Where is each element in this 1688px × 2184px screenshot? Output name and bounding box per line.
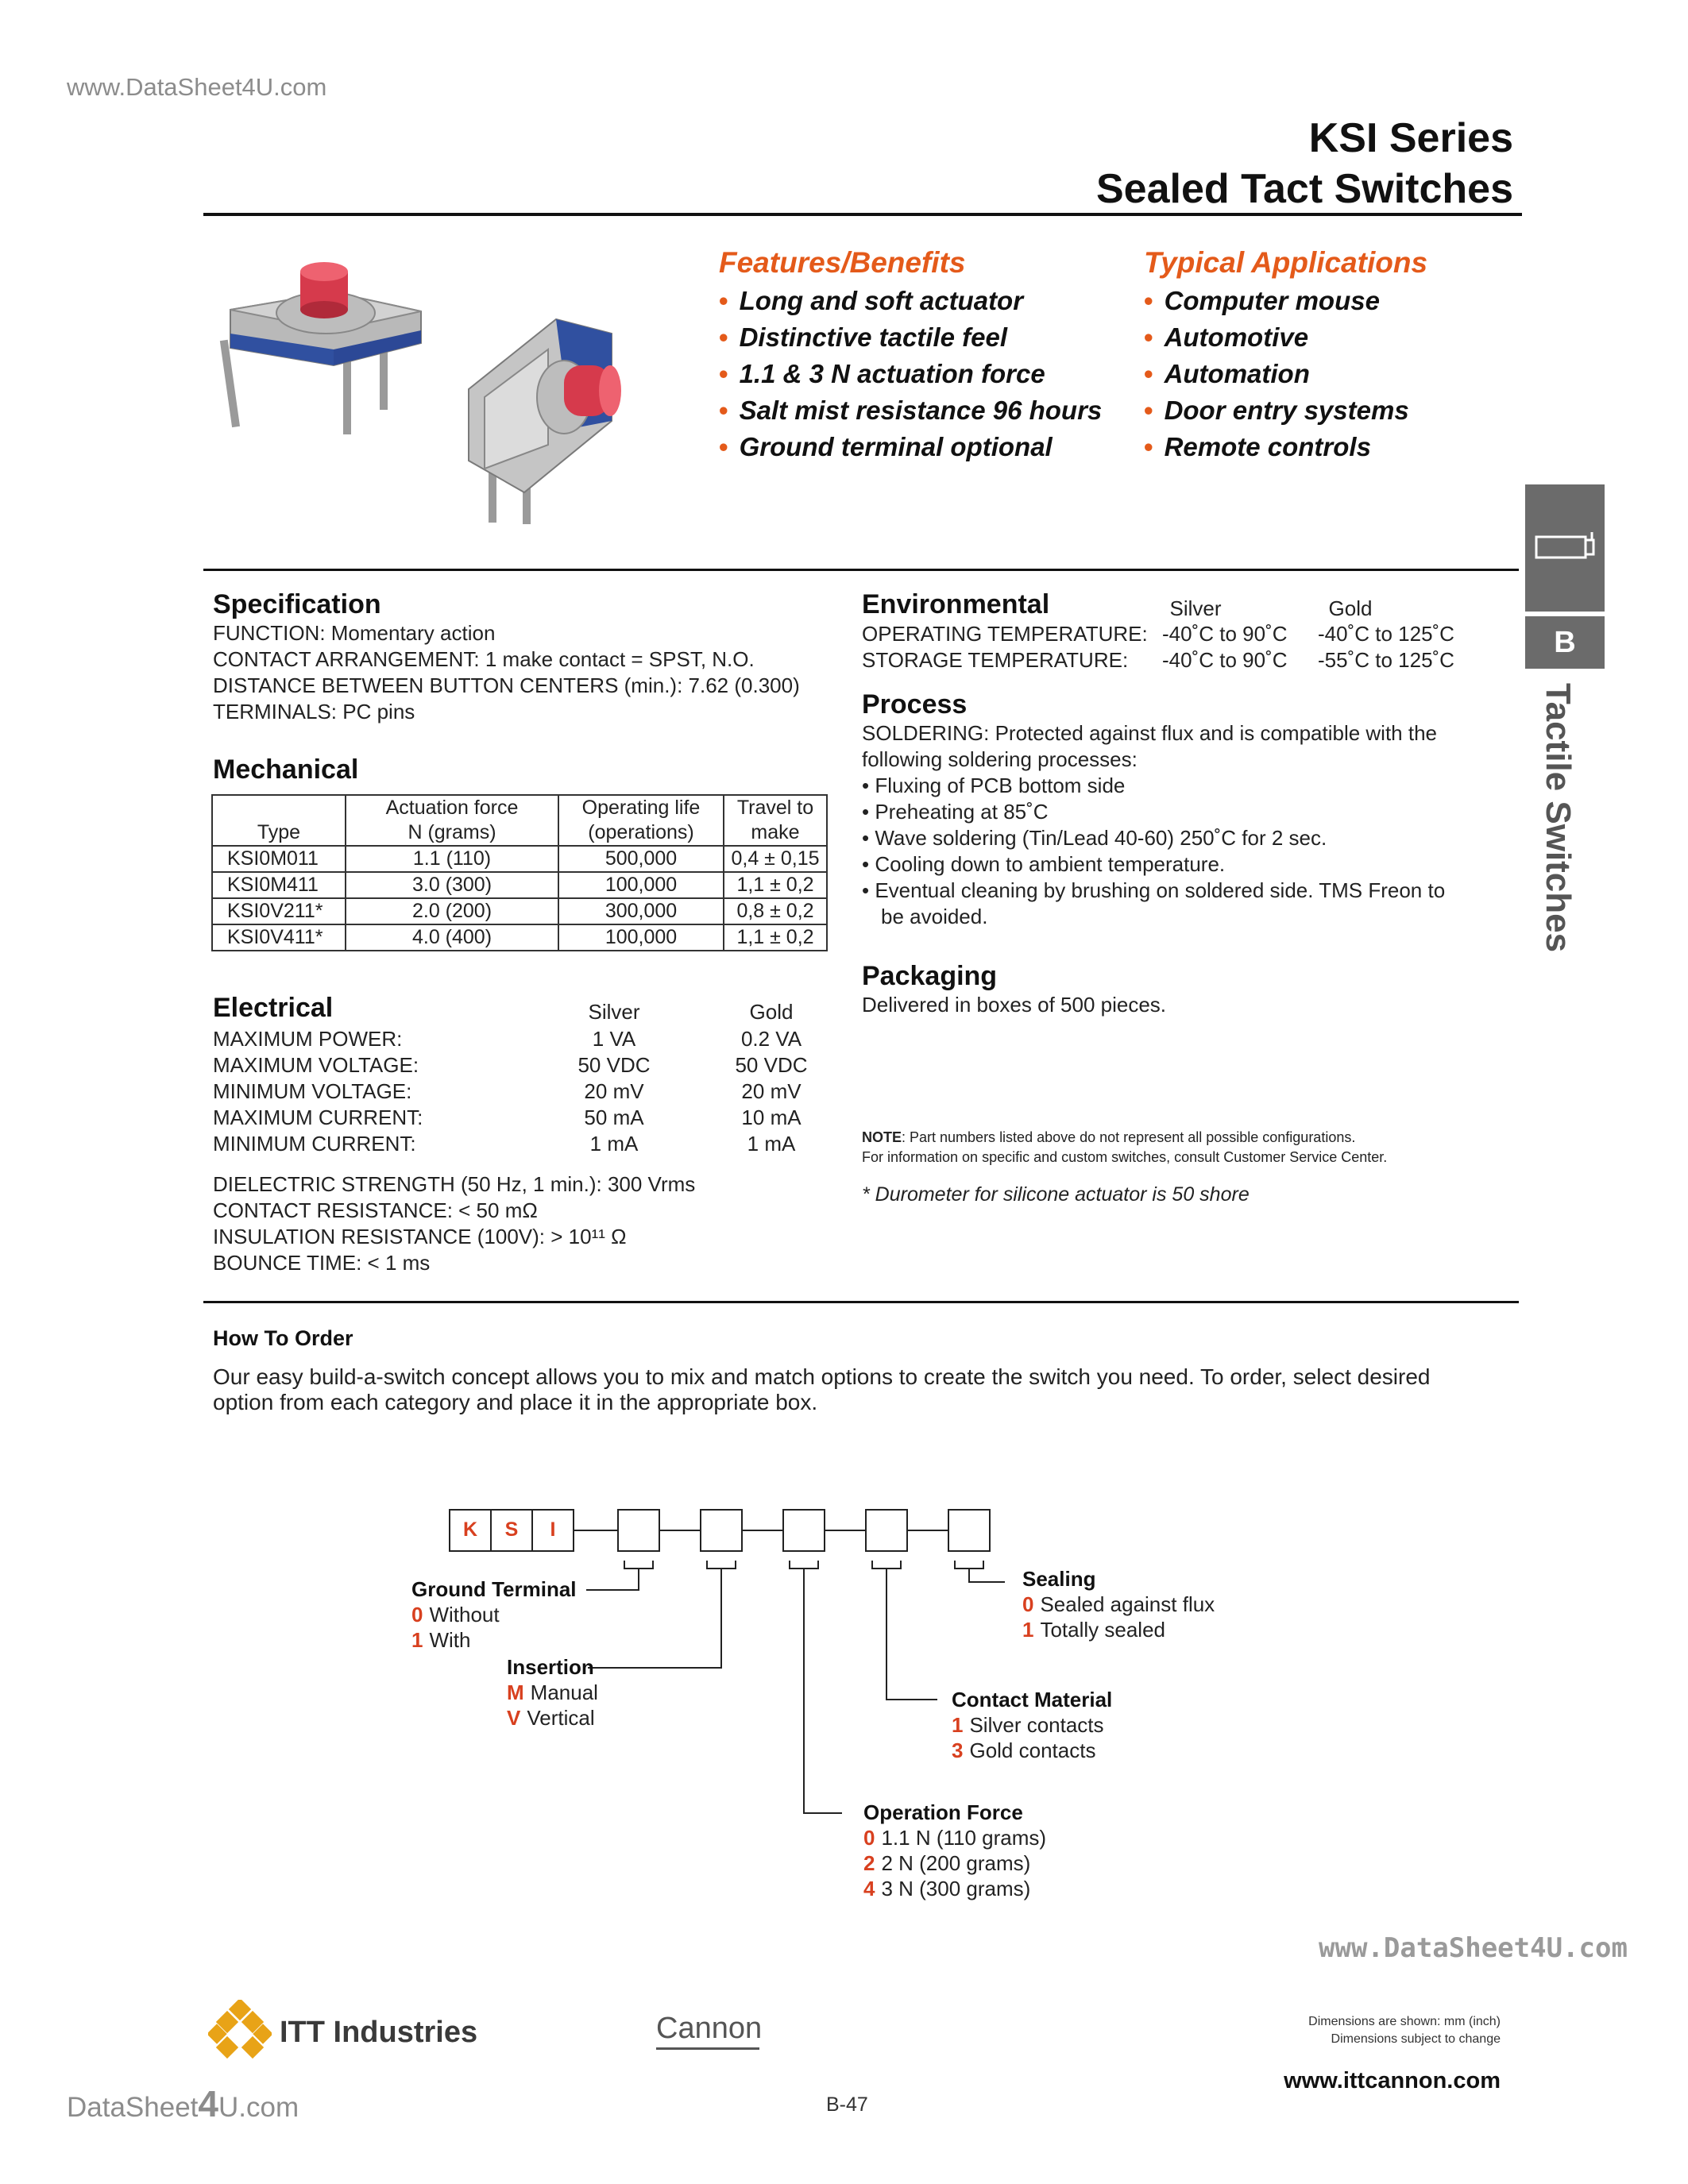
watermark-bottom: DataSheet4U.com — [67, 2083, 299, 2124]
process-step: • Fluxing of PCB bottom side — [862, 774, 1126, 797]
electrical-gold-value: 1 mA — [747, 1132, 796, 1156]
environmental-col-gold: Gold — [1328, 596, 1373, 620]
option-item: 4 3 N (300 grams) — [863, 1877, 1031, 1900]
electrical-extra-line: INSULATION RESISTANCE (100V): > 10¹¹ Ω — [213, 1225, 627, 1248]
spec-line: DISTANCE BETWEEN BUTTON CENTERS (min.): 7.62 (0.300) — [213, 673, 800, 697]
electrical-gold-value: 20 mV — [741, 1079, 802, 1103]
feature-item: • Distinctive tactile feel — [719, 322, 1008, 352]
how-to-order-intro: Our easy build-a-switch concept allows you to mix and match options to create the switch you need. To order, select desired option from each category and place it in the appropriate box. — [213, 1364, 1431, 1414]
spec-line: CONTACT ARRANGEMENT: 1 make contact = SPST, N.O. — [213, 647, 755, 671]
electrical-silver-value: 1 VA — [592, 1027, 636, 1051]
electrical-extra-line: CONTACT RESISTANCE: < 50 mΩ — [213, 1198, 538, 1222]
table-row: KSI0V411* 4.0 (400) 100,000 1,1 ± 0,2 — [212, 924, 827, 951]
page-number: B-47 — [826, 2093, 868, 2116]
option-item: V Vertical — [507, 1706, 595, 1730]
option-label: Insertion — [507, 1655, 594, 1679]
environmental-gold-value: -40˚C to 125˚C — [1318, 622, 1454, 646]
applications-heading: Typical Applications — [1144, 246, 1428, 279]
mechanical-heading: Mechanical — [213, 754, 359, 785]
application-item: • Automotive — [1144, 322, 1309, 352]
electrical-gold-value: 10 mA — [741, 1106, 802, 1129]
environmental-col-silver: Silver — [1169, 596, 1222, 620]
option-box-ground — [618, 1510, 659, 1551]
process-step-continued: be avoided. — [881, 905, 988, 928]
process-step: • Cooling down to ambient temperature. — [862, 852, 1226, 876]
environmental-param: OPERATING TEMPERATURE: — [862, 622, 1148, 646]
note-label: NOTE — [862, 1129, 902, 1145]
title-product: Sealed Tact Switches — [1095, 166, 1513, 212]
process-step: • Eventual cleaning by brushing on soldered side. TMS Freon to — [862, 878, 1446, 902]
option-label: Contact Material — [952, 1688, 1113, 1711]
option-item: M Manual — [507, 1680, 598, 1704]
watermark-top: www.DataSheet4U.com — [67, 73, 327, 101]
cannon-underline — [656, 2047, 759, 2050]
environmental-param: STORAGE TEMPERATURE: — [862, 648, 1129, 672]
how-to-order-heading: How To Order — [213, 1326, 353, 1350]
process-intro: following soldering processes: — [862, 747, 1138, 771]
process-step: • Preheating at 85˚C — [862, 800, 1049, 824]
electrical-extra-line: BOUNCE TIME: < 1 ms — [213, 1251, 431, 1275]
feature-item: • Long and soft actuator — [719, 286, 1024, 315]
packaging-heading: Packaging — [862, 961, 998, 991]
option-item: 3 Gold contacts — [952, 1738, 1096, 1762]
electrical-gold-value: 0.2 VA — [740, 1027, 802, 1051]
option-label: Sealing — [1022, 1567, 1096, 1591]
footer-url[interactable]: www.ittcannon.com — [1284, 2068, 1501, 2093]
watermark-right: www.DataSheet4U.com — [1319, 1932, 1628, 1964]
electrical-param: MAXIMUM POWER: — [213, 1027, 403, 1051]
column-header: Actuation force N (grams) — [346, 795, 558, 846]
environmental-gold-value: -55˚C to 125˚C — [1318, 648, 1454, 672]
electrical-param: MAXIMUM CURRENT: — [213, 1106, 423, 1129]
operation-force-options — [863, 1800, 1046, 1901]
prefix-letter: K — [462, 1518, 478, 1541]
feature-item: • Ground terminal optional — [719, 432, 1053, 461]
feature-item: • 1.1 & 3 N actuation force — [719, 359, 1045, 388]
option-item: 2 2 N (200 grams) — [863, 1851, 1031, 1875]
column-header: Travel to make — [724, 795, 827, 846]
electrical-param: MAXIMUM VOLTAGE: — [213, 1053, 419, 1077]
application-item: • Computer mouse — [1144, 286, 1380, 315]
option-item: 0 Without — [411, 1603, 500, 1626]
prefix-letter: I — [550, 1518, 556, 1541]
section-letter: B — [1525, 616, 1605, 669]
table-row: KSI0M411 3.0 (300) 100,000 1,1 ± 0,2 — [212, 872, 827, 898]
option-box-contact — [866, 1510, 907, 1551]
sealing-options — [1022, 1566, 1215, 1642]
title-series: KSI Series — [1308, 115, 1513, 161]
option-box-force — [783, 1510, 825, 1551]
option-label: Operation Force — [863, 1800, 1023, 1824]
insertion-options — [507, 1654, 598, 1731]
electrical-gold-value: 50 VDC — [735, 1053, 808, 1077]
environmental-silver-value: -40˚C to 90˚C — [1162, 622, 1288, 646]
spec-line: FUNCTION: Momentary action — [213, 621, 496, 645]
electrical-col-gold: Gold — [749, 1000, 794, 1024]
durometer-note: * Durometer for silicone actuator is 50 shore — [862, 1183, 1250, 1206]
process-heading: Process — [862, 689, 968, 720]
option-item: 1 Silver contacts — [952, 1713, 1104, 1737]
table-row: KSI0V211* 2.0 (200) 300,000 0,8 ± 0,2 — [212, 898, 827, 924]
prefix-letter: S — [504, 1518, 519, 1541]
electrical-silver-value: 50 VDC — [577, 1053, 651, 1077]
option-box-insertion — [701, 1510, 742, 1551]
environmental-silver-value: -40˚C to 90˚C — [1162, 648, 1288, 672]
environmental-heading: Environmental — [862, 589, 1050, 619]
dimension-note: Dimensions are shown: mm (inch) Dimensions subject to change — [1308, 2015, 1501, 2046]
note-line: For information on specific and custom switches, consult Customer Service Center. — [862, 1149, 1388, 1165]
option-item: 0 Sealed against flux — [1022, 1592, 1215, 1616]
electrical-param: MINIMUM CURRENT: — [213, 1132, 416, 1156]
column-header: Type — [212, 795, 346, 846]
ground-terminal-options — [411, 1576, 577, 1653]
option-label: Ground Terminal — [411, 1577, 577, 1601]
electrical-col-silver: Silver — [588, 1000, 640, 1024]
spec-line: TERMINALS: PC pins — [213, 700, 415, 723]
process-step: • Wave soldering (Tin/Lead 40-60) 250˚C for 2 sec. — [862, 826, 1327, 850]
cannon-brand: Cannon — [656, 2012, 763, 2045]
specification-heading: Specification — [213, 589, 381, 619]
electrical-silver-value: 50 mA — [584, 1106, 644, 1129]
itt-logo-icon — [208, 2000, 272, 2063]
application-item: • Door entry systems — [1144, 396, 1409, 425]
application-item: • Remote controls — [1144, 432, 1371, 461]
electrical-silver-value: 20 mV — [584, 1079, 644, 1103]
application-item: • Automation — [1144, 359, 1310, 388]
itt-brand: ITT Industries — [280, 2016, 478, 2049]
electrical-extra-line: DIELECTRIC STRENGTH (50 Hz, 1 min.): 300 Vrms — [213, 1172, 696, 1196]
process-intro: SOLDERING: Protected against flux and is compatible with the — [862, 721, 1438, 745]
contact-material-options — [952, 1687, 1112, 1763]
option-item: 1 With — [411, 1628, 471, 1652]
feature-item: • Salt mist resistance 96 hours — [719, 396, 1103, 425]
note-line: : Part numbers listed above do not represent all possible configurations. — [902, 1129, 1356, 1145]
features-heading: Features/Benefits — [719, 246, 966, 279]
electrical-param: MINIMUM VOLTAGE: — [213, 1079, 412, 1103]
electrical-silver-value: 1 mA — [589, 1132, 639, 1156]
packaging-text: Delivered in boxes of 500 pieces. — [862, 993, 1167, 1017]
option-box-sealing — [948, 1510, 990, 1551]
electrical-heading: Electrical — [213, 993, 334, 1023]
column-header: Operating life (operations) — [558, 795, 724, 846]
option-item: 1 Totally sealed — [1022, 1618, 1166, 1642]
option-item: 0 1.1 N (110 grams) — [863, 1826, 1047, 1850]
table-row: KSI0M011 1.1 (110) 500,000 0,4 ± 0,15 — [212, 846, 827, 872]
section-vertical-label: Tactile Switches — [1539, 683, 1578, 953]
